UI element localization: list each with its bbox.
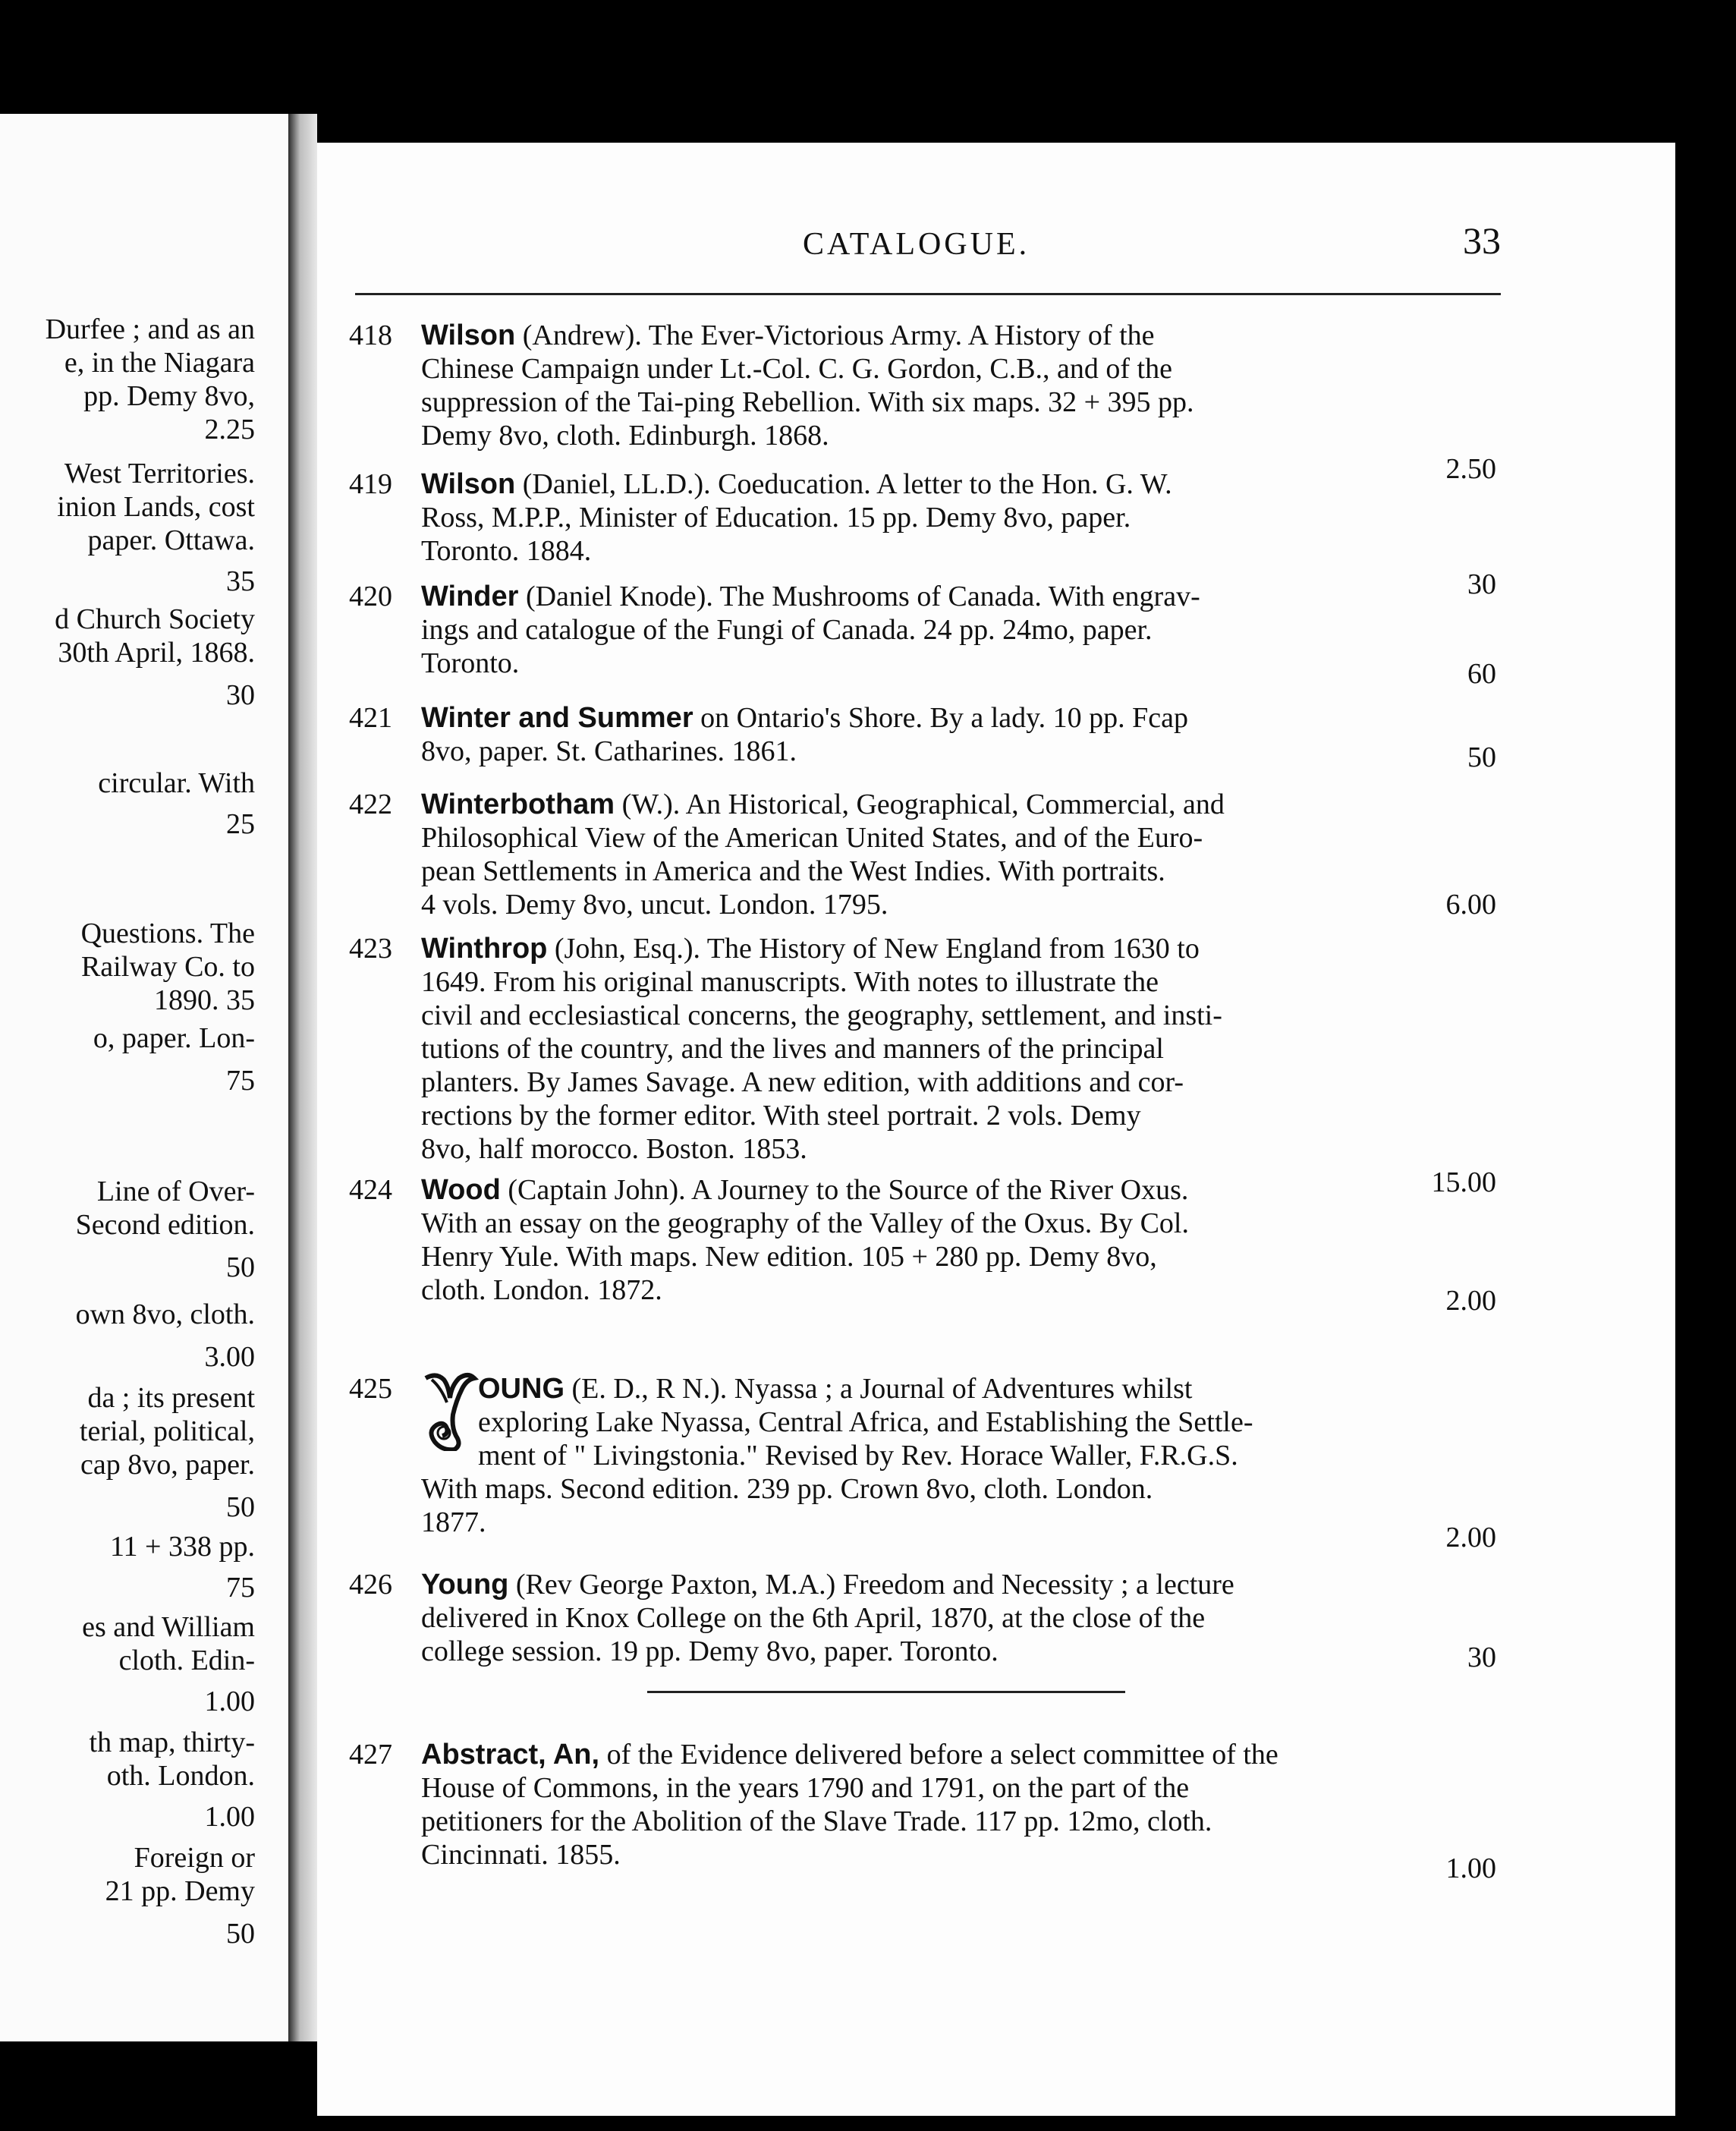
entry-text-line: (Daniel Knode). The Mushrooms of Canada. With engrav-	[525, 581, 1200, 612]
entry-text-line: Cincinnati. 1855.	[421, 1839, 621, 1871]
entry-text-line: (W.). An Historical, Geographical, Commercial, and	[621, 789, 1225, 820]
left-page-line: d Church Society	[55, 603, 255, 635]
entry-text-line: Philosophical View of the American United States, and of the Euro-	[421, 822, 1203, 854]
left-page-line: Questions. The	[80, 918, 255, 949]
entry-text-line: ment of " Livingstonia." Revised by Rev. Horace Waller, F.R.G.S.	[478, 1440, 1238, 1472]
left-page-line: 1890. 35	[154, 984, 255, 1016]
entry-text-line: (E. D., R N.). Nyassa ; a Journal of Adventures whilst	[571, 1373, 1193, 1405]
entry-text-line: civil and ecclesiastical concerns, the geography, settlement, and insti-	[421, 999, 1222, 1031]
left-page-line: paper. Ottawa.	[87, 524, 255, 556]
catalogue-entry	[349, 1372, 1496, 1553]
entry-text-line: Chinese Campaign under Lt.-Col. C. G. Gordon, C.B., and of the	[421, 353, 1172, 385]
entry-number: 422	[349, 789, 392, 820]
entry-text-line: House of Commons, in the years 1790 and 1791, on the part of the	[421, 1772, 1190, 1804]
entry-price: 2.00	[1445, 1522, 1496, 1553]
left-page-line: da ; its present	[87, 1382, 255, 1414]
entry-text-line: suppression of the Tai-ping Rebellion. With six maps. 32 + 395 pp.	[421, 386, 1194, 418]
entry-text-line: With an essay on the geography of the Valley of the Oxus. By Col.	[421, 1207, 1189, 1239]
left-page-line: Railway Co. to	[80, 951, 255, 983]
entry-text-line: college session. 19 pp. Demy 8vo, paper. Toronto.	[421, 1635, 999, 1667]
left-page-line: cloth. Edin-	[118, 1645, 255, 1676]
entry-price: 1.00	[1445, 1852, 1496, 1884]
entry-text-line: cloth. London. 1872.	[421, 1274, 662, 1306]
left-page-line: own 8vo, cloth.	[75, 1298, 255, 1330]
entry-text-line: of the Evidence delivered before a select committee of the	[606, 1739, 1278, 1771]
catalogue-entry	[349, 1738, 1496, 1884]
left-page-line: Second edition.	[75, 1209, 255, 1241]
entry-author: Wood	[421, 1174, 501, 1206]
left-page-line: cap 8vo, paper.	[80, 1449, 255, 1481]
entry-text-line: 1649. From his original manuscripts. With notes to illustrate the	[421, 966, 1159, 998]
left-page-line: 50	[226, 1918, 255, 1950]
entry-price: 2.50	[1445, 453, 1496, 485]
entry-text-line: (Andrew). The Ever-Victorious Army. A History of the	[522, 319, 1155, 351]
entry-number: 418	[349, 319, 392, 351]
entry-author: Winter and Summer	[421, 702, 693, 734]
left-page-line: e, in the Niagara	[64, 347, 255, 379]
entry-author: Winterbotham	[421, 789, 615, 820]
left-page-line: 75	[226, 1572, 255, 1604]
entry-text-line: rections by the former editor. With steel portrait. 2 vols. Demy	[421, 1100, 1141, 1132]
left-page-line: 30	[226, 679, 255, 711]
entry-number: 423	[349, 933, 392, 965]
entry-text-line: 8vo, paper. St. Catharines. 1861.	[421, 735, 797, 767]
entry-price: 6.00	[1445, 889, 1496, 921]
page-number: 33	[1463, 219, 1501, 262]
entry-text-line: (Captain John). A Journey to the Source of the River Oxus.	[508, 1174, 1189, 1206]
entry-text-line: pean Settlements in America and the West Indies. With portraits.	[421, 855, 1165, 887]
entry-number: 419	[349, 468, 392, 500]
left-page-line: terial, political,	[79, 1415, 255, 1447]
entry-author: OUNG	[478, 1373, 565, 1405]
left-page-line: 21 pp. Demy	[105, 1875, 255, 1907]
entry-number: 425	[349, 1373, 392, 1405]
left-page-line: oth. London.	[106, 1760, 255, 1792]
entry-price: 30	[1467, 568, 1496, 600]
entry-text-line: Henry Yule. With maps. New edition. 105 + 280 pp. Demy 8vo,	[421, 1241, 1157, 1273]
entry-price: 50	[1467, 741, 1496, 773]
entry-text-line: Toronto. 1884.	[421, 535, 592, 567]
entry-author: Winder	[421, 581, 519, 612]
left-page-line: 25	[226, 808, 255, 840]
entry-author: Young	[421, 1569, 509, 1601]
entry-number: 426	[349, 1569, 392, 1601]
entry-text-line: delivered in Knox College on the 6th April, 1870, at the close of the	[421, 1602, 1206, 1634]
left-page-line: West Territories.	[64, 458, 255, 489]
entry-number: 420	[349, 581, 392, 612]
left-page-line: Foreign or	[134, 1842, 255, 1874]
entry-number: 427	[349, 1739, 392, 1771]
catalogue-page	[317, 143, 1675, 2116]
entry-text-line: Demy 8vo, cloth. Edinburgh. 1868.	[421, 420, 829, 452]
entry-text-line: 1877.	[421, 1506, 486, 1538]
entry-text-line: 8vo, half morocco. Boston. 1853.	[421, 1133, 807, 1165]
left-page-line: Line of Over-	[96, 1176, 255, 1207]
left-page-line: pp. Demy 8vo,	[83, 380, 255, 412]
entry-price: 15.00	[1431, 1166, 1496, 1198]
left-page-line: 1.00	[204, 1801, 255, 1833]
entry-text-line: tutions of the country, and the lives and manners of the principal	[421, 1033, 1164, 1065]
left-page-line: 35	[226, 565, 255, 597]
entry-author: Winthrop	[421, 933, 548, 965]
entry-text-line: on Ontario's Shore. By a lady. 10 pp. Fcap	[700, 702, 1189, 734]
entry-text-line: (Daniel, LL.D.). Coeducation. A letter to the Hon. G. W.	[522, 468, 1172, 500]
entry-price: 60	[1467, 658, 1496, 690]
left-page-line: 75	[226, 1065, 255, 1097]
entry-text-line: ings and catalogue of the Fungi of Canada. 24 pp. 24mo, paper.	[421, 614, 1153, 646]
entry-text-line: With maps. Second edition. 239 pp. Crown 8vo, cloth. London.	[421, 1473, 1153, 1505]
entry-text-line: Toronto.	[421, 647, 520, 679]
entry-number: 424	[349, 1174, 392, 1206]
left-page-line: 11 + 338 pp.	[109, 1531, 255, 1563]
entry-text-line: Ross, M.P.P., Minister of Education. 15 pp. Demy 8vo, paper.	[421, 502, 1131, 534]
left-page-line: 1.00	[204, 1686, 255, 1717]
left-page-line: 2.25	[204, 414, 255, 445]
running-head: CATALOGUE.	[803, 227, 1030, 262]
catalogue-entry	[349, 701, 1496, 773]
entry-author: Wilson	[421, 468, 516, 500]
left-page-line: inion Lands, cost	[57, 491, 255, 523]
entry-text-line: planters. By James Savage. A new edition, with additions and cor-	[421, 1066, 1184, 1098]
left-page-line: es and William	[82, 1611, 255, 1643]
entry-text-line: exploring Lake Nyassa, Central Africa, and Establishing the Settle-	[478, 1406, 1253, 1438]
left-page-line: circular. With	[98, 767, 255, 799]
entry-price: 30	[1467, 1642, 1496, 1673]
catalogue-entry	[349, 1173, 1496, 1317]
entry-author: Abstract, An,	[421, 1739, 600, 1771]
book-gutter	[288, 114, 317, 2041]
drop-cap-letter: Y	[450, 1417, 451, 1418]
left-page-line: o, paper. Lon-	[93, 1022, 255, 1054]
catalogue-entry	[349, 580, 1496, 690]
entry-text-line: (John, Esq.). The History of New England from 1630 to	[554, 933, 1200, 965]
entry-author: Wilson	[421, 319, 516, 351]
catalogue-entry	[349, 788, 1496, 921]
left-page-line: 50	[226, 1251, 255, 1283]
left-page-line: 50	[226, 1491, 255, 1523]
entry-price: 2.00	[1445, 1285, 1496, 1317]
catalogue-entry	[349, 1568, 1496, 1673]
entry-text-line: (Rev George Paxton, M.A.) Freedom and Necessity ; a lecture	[515, 1569, 1234, 1601]
left-page-line: 30th April, 1868.	[58, 637, 255, 669]
entry-text-line: 4 vols. Demy 8vo, uncut. London. 1795.	[421, 889, 888, 921]
left-page-line: th map, thirty-	[89, 1727, 255, 1758]
left-facing-page	[0, 114, 288, 2041]
entry-number: 421	[349, 702, 392, 734]
section-rule	[647, 1691, 1125, 1693]
left-page-line: Durfee ; and as an	[45, 313, 255, 345]
left-page-line: 3.00	[204, 1341, 255, 1373]
entry-text-line: petitioners for the Abolition of the Slave Trade. 117 pp. 12mo, cloth.	[421, 1805, 1212, 1837]
header-rule	[355, 293, 1501, 295]
